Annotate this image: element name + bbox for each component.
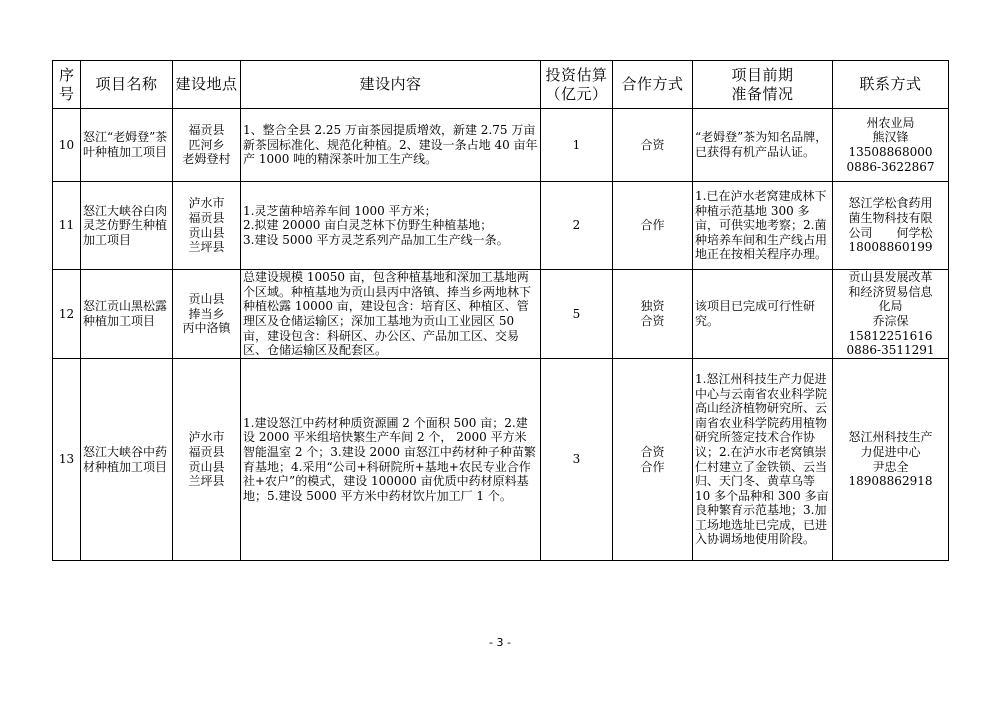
row-seq: 11 <box>53 182 81 270</box>
row-preparation: “老姆登”茶为知名品牌，已获得有机产品认证。 <box>693 109 833 182</box>
header-preparation: 项目前期 准备情况 <box>693 61 833 109</box>
row-cooperation: 合作 <box>613 182 693 270</box>
row-project-name: 怒江“老姆登”茶叶种植加工项目 <box>81 109 173 182</box>
contact-line: 和经济贸易信息 <box>848 284 933 299</box>
projects-table <box>52 60 949 561</box>
contact-line: 0886-3622867 <box>846 159 935 174</box>
contact-line: 尹忠全 <box>872 459 909 474</box>
table-row <box>53 109 949 182</box>
row-preparation: 1.怒江州科技生产力促进中心与云南省农业科学院高山经济植物研究所、云南省农业科学院药用植物研究所签定技术合作协议；2.在泸水市老窝镇崇仁村建立了金铁锁、云当归、天门冬、黄草乌等 10 多个品种和 300 多亩良种繁育示范基地；3.加工场地选址已完成，已进入协调场地使用阶段。 <box>693 359 833 561</box>
row-investment: 1 <box>541 109 613 182</box>
row-seq: 10 <box>53 109 81 182</box>
contact-line: 15812251616 <box>848 328 933 343</box>
row-cooperation: 合资 <box>613 109 693 182</box>
header-project-name: 项目名称 <box>81 61 173 109</box>
row-contact <box>833 109 949 182</box>
row-location: 泸水市 福贡县 贡山县 兰坪县 <box>173 182 241 270</box>
header-location: 建设地点 <box>173 61 241 109</box>
contact-line: 怒江学松食药用 <box>848 196 933 211</box>
contact-line: 化局 <box>878 299 903 314</box>
table-row <box>53 270 949 359</box>
row-location: 泸水市 福贡县 贡山县 兰坪县 <box>173 359 241 561</box>
header-seq: 序号 <box>53 61 81 109</box>
row-cooperation: 独资 合资 <box>613 270 693 359</box>
contact-line: 0886-3511291 <box>846 343 935 358</box>
row-content: 1.灵芝菌种培养车间 1000 平方米； 2.拟建 20000 亩白灵芝林下仿野生种植基地； 3.建设 5000 平方灵芝系列产品加工生产线一条。 <box>241 182 541 270</box>
contact-line: 菌生物科技有限 <box>848 210 933 225</box>
header-investment: 投资估算 （亿元） <box>541 61 613 109</box>
row-contact <box>833 270 949 359</box>
table-row <box>53 359 949 561</box>
contact-line: 州农业局 <box>866 115 915 130</box>
row-project-name: 怒江大峡谷中药材种植加工项目 <box>81 359 173 561</box>
contact-line: 13508868000 <box>848 145 933 159</box>
row-investment: 3 <box>541 359 613 561</box>
header-cooperation: 合作方式 <box>613 61 693 109</box>
row-content: 1.建设怒江中药材种质资源圃 2 个面积 500 亩；2.建设 2000 平米组培快繁生产车间 2 个， 2000 平方米智能温室 2 个；3.建设 2000 亩怒江中药材种子种苗繁育基地；4.采用“公司+科研院所+基地+农民专业合作社+农户”的模式，建设 100000 亩优质中药材原料基地；5.建设 5000 平方米中药材饮片加工厂 1 个。 <box>241 359 541 561</box>
header-content: 建设内容 <box>241 61 541 109</box>
row-preparation: 1.已在泸水老窝建成林下种植示范基地 300 多亩，可供实地考察；2.菌种培养车间和生产线占用地正在按相关程序办理。 <box>693 182 833 270</box>
contact-line: 18908862918 <box>848 474 933 489</box>
contact-line: 公司 何学松 <box>848 225 933 240</box>
contact-line: 力促进中心 <box>860 444 921 459</box>
row-project-name: 怒江贡山黑松露种植加工项目 <box>81 270 173 359</box>
row-content: 总建设规模 10050 亩，包含种植基地和深加工基地两个区域。种植基地为贡山县丙中洛镇、捧当乡两地林下种植松露 10000 亩，建设包含：培育区、种植区、管理区及仓储运输区；深加工基地为贡山工业园区 50 亩，建设包含：科研区、办公区、产品加工区、交易区、仓储运输区及配套区。 <box>241 270 541 359</box>
row-contact <box>833 182 949 270</box>
row-investment: 2 <box>541 182 613 270</box>
row-location: 福贡县 匹河乡 老姆登村 <box>173 109 241 182</box>
row-cooperation: 合资 合作 <box>613 359 693 561</box>
contact-line: 乔淙保 <box>872 314 909 328</box>
contact-line: 贡山县发展改革 <box>848 270 933 285</box>
row-location: 贡山县 捧当乡 丙中洛镇 <box>173 270 241 359</box>
table-header-row <box>53 61 949 109</box>
row-seq: 13 <box>53 359 81 561</box>
page-number: - 3 - <box>489 636 511 649</box>
header-contact: 联系方式 <box>833 61 949 109</box>
table-row <box>53 182 949 270</box>
contact-line: 怒江州科技生产 <box>848 430 933 445</box>
contact-line: 熊汉锋 <box>872 130 909 145</box>
row-seq: 12 <box>53 270 81 359</box>
row-contact <box>833 359 949 561</box>
contact-line: 18008860199 <box>848 240 933 255</box>
row-preparation: 该项目已完成可行性研究。 <box>693 270 833 359</box>
row-content: 1、整合全县 2.25 万亩茶园提质增效，新建 2.75 万亩新茶园标准化、规范化种植。2、建设一条占地 40 亩年产 1000 吨的精深茶叶加工生产线。 <box>241 109 541 182</box>
row-investment: 5 <box>541 270 613 359</box>
row-project-name: 怒江大峡谷白肉灵芝仿野生种植加工项目 <box>81 182 173 270</box>
